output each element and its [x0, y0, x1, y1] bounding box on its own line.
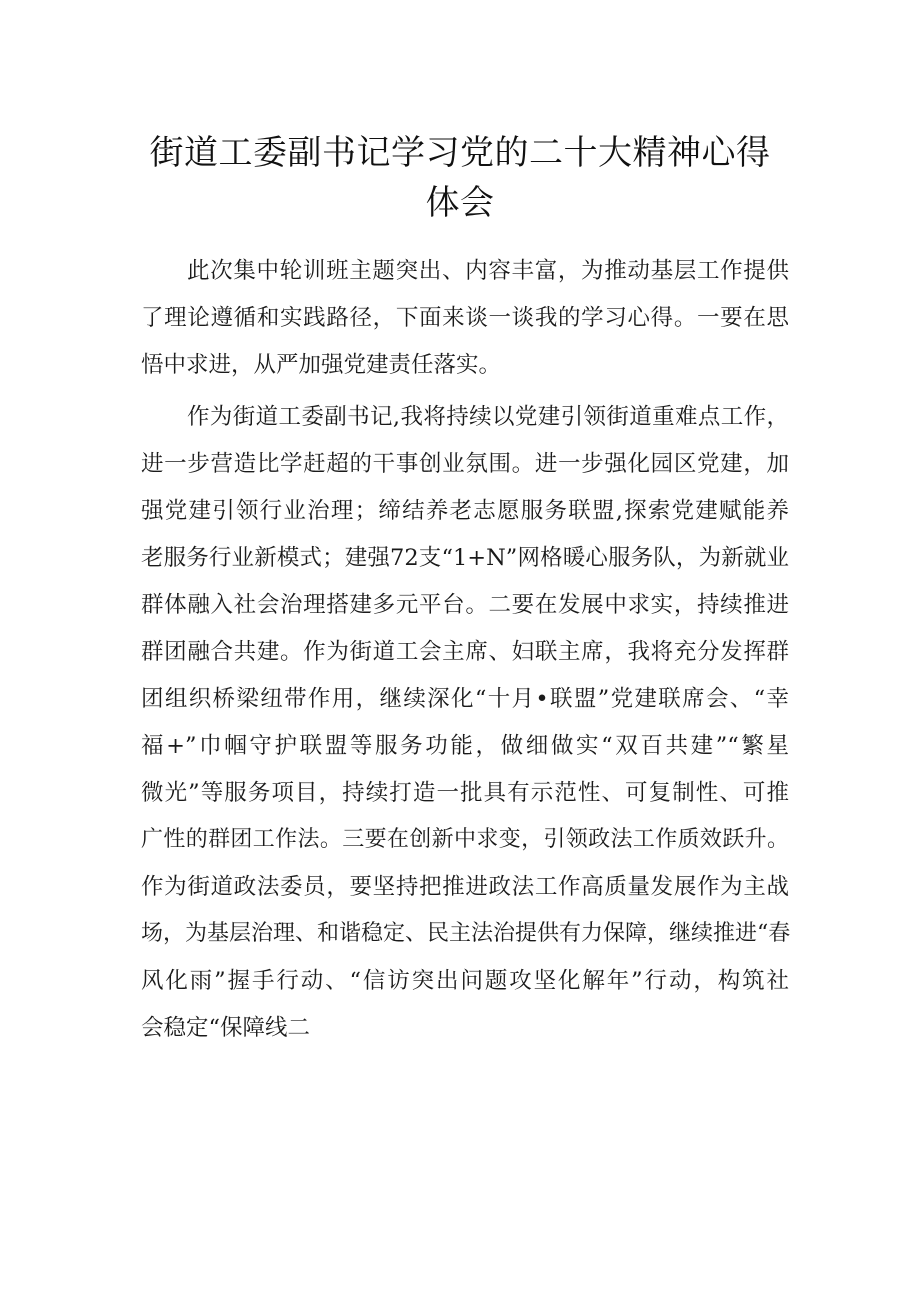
- paragraph-2-line-7: 团组织桥梁纽带作用，继续深化“十月•联盟”党建联席会、“幸: [141, 686, 789, 712]
- paragraph-2-line-12: 场，为基层治理、和谐稳定、民主法治提供有力保障，继续推进“春: [141, 921, 791, 946]
- paragraph-2-line-13: 风化雨”握手行动、“信访突出问题攻坚化解年”行动，构筑社: [141, 968, 789, 994]
- paragraph-2-line-14: 会稳定“保障线二: [141, 1015, 311, 1041]
- paragraph-2-line-5: 群体融入社会治理搭建多元平台。二要在发展中求实，持续推进: [141, 592, 789, 618]
- paragraph-1-line-3: 悟中求进，从严加强党建责任落实。: [141, 352, 502, 378]
- paragraph-2-line-2: 进一步营造比学赶超的干事创业氛围。进一步强化园区党建，加: [141, 451, 789, 477]
- paragraph-2-line-8: 福+”巾帼守护联盟等服务功能，做细做实“双百共建”“繁星: [141, 733, 789, 759]
- document-title-line-2: 体会: [425, 183, 495, 223]
- paragraph-2-line-11: 作为街道政法委员，要坚持把推进政法工作高质量发展作为主战: [141, 874, 789, 900]
- paragraph-2-line-10: 广性的群团工作法。三要在创新中求变，引领政法工作质效跃升。: [141, 827, 789, 852]
- paragraph-2-line-6: 群团融合共建。作为街道工会主席、妇联主席，我将充分发挥群: [141, 639, 789, 665]
- document-title-line-1: 街道工委副书记学习党的二十大精神心得: [149, 133, 771, 173]
- paragraph-2-line-1: 作为街道工委副书记,我将持续以党建引领街道重难点工作，: [187, 404, 789, 430]
- paragraph-2-line-3: 强党建引领行业治理；缔结养老志愿服务联盟,探索党建赋能养: [141, 498, 789, 524]
- paragraph-1-line-2: 了理论遵循和实践路径，下面来谈一谈我的学习心得。一要在思: [141, 305, 789, 331]
- paragraph-2-line-4: 老服务行业新模式；建强72支“1+N”网格暖心服务队，为新就业: [141, 545, 789, 571]
- paragraph-1-line-1: 此次集中轮训班主题突出、内容丰富，为推动基层工作提供: [187, 258, 789, 284]
- paragraph-2-line-9: 微光”等服务项目，持续打造一批具有示范性、可复制性、可推: [141, 780, 789, 806]
